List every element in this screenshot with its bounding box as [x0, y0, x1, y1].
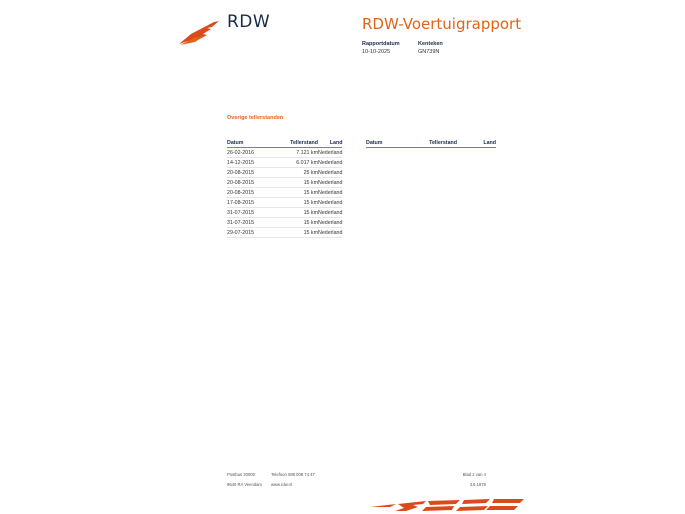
cell-odometer: 15 km — [273, 228, 318, 238]
cell-date: 31-07-2015 — [227, 218, 273, 228]
footer-page: Blad 2 van 4 — [462, 472, 486, 477]
footer-page-info — [440, 470, 486, 490]
cell-date: 20-08-2015 — [227, 168, 273, 178]
table-row — [227, 208, 342, 218]
col-header-date-2: Datum — [366, 139, 412, 148]
footer-website: www.rdw.nl — [271, 482, 292, 487]
cell-date: 17-08-2015 — [227, 198, 273, 208]
plate-value: GN739N — [418, 49, 440, 55]
table-row — [227, 148, 342, 158]
cell-country: Nederland — [318, 229, 343, 236]
cell-odometer: 15 km — [273, 208, 318, 218]
cell-odometer: 7.121 km — [273, 148, 318, 158]
table-row — [227, 168, 342, 178]
cell-country: Nederland — [318, 189, 343, 196]
footer-address-line2: 9640 RA Veendam — [227, 482, 262, 487]
footer-phone: Telefoon 088 008 74 47 — [271, 472, 315, 477]
table-row — [227, 178, 342, 188]
rdw-logo-icon — [178, 20, 220, 46]
cell-odometer: 6.017 km — [273, 158, 318, 168]
table-row — [227, 218, 342, 228]
plate-label: Kenteken — [418, 41, 443, 47]
table-row — [227, 158, 342, 168]
cell-odometer: 15 km — [273, 188, 318, 198]
report-date-label: Rapportdatum — [362, 41, 400, 47]
footer-code: 3.6.1878 — [469, 482, 486, 487]
cell-date: 20-08-2015 — [227, 178, 273, 188]
table-row — [227, 188, 342, 198]
cell-country: Nederland — [318, 209, 343, 216]
table-row — [227, 228, 342, 238]
logo-text: RDW — [227, 12, 271, 32]
cell-date: 29-07-2015 — [227, 228, 273, 238]
cell-odometer: 15 km — [273, 178, 318, 188]
col-header-country-2: Land — [457, 139, 496, 148]
footer-address — [227, 470, 262, 490]
col-header-odometer: Tellerstand — [273, 139, 318, 148]
footer-address-line1: Postbus 30000 — [227, 472, 255, 477]
cell-country: Nederland — [318, 179, 343, 186]
table-row — [227, 198, 342, 208]
cell-country: Nederland — [318, 159, 343, 166]
cell-date: 26-02-2016 — [227, 148, 273, 158]
col-header-odometer-2: Tellerstand — [412, 139, 457, 148]
odometer-table-second — [366, 139, 496, 148]
cell-odometer: 25 km — [273, 168, 318, 178]
cell-date: 20-08-2015 — [227, 188, 273, 198]
cell-country: Nederland — [318, 219, 343, 226]
report-date-value: 10-10-2025 — [362, 49, 391, 55]
col-header-country: Land — [318, 139, 342, 148]
footer-stripes-icon — [368, 498, 526, 514]
col-header-date: Datum — [227, 139, 273, 148]
cell-odometer: 15 km — [273, 198, 318, 208]
report-title: RDW-Voertuigrapport — [362, 15, 522, 33]
cell-date: 14-12-2015 — [227, 158, 273, 168]
odometer-table — [227, 139, 342, 238]
cell-country: Nederland — [318, 149, 343, 156]
cell-country: Nederland — [318, 199, 343, 206]
report-date-block — [362, 40, 400, 56]
section-title: Overige tellerstanden — [227, 115, 284, 121]
footer-contact — [271, 470, 315, 490]
cell-country: Nederland — [318, 169, 343, 176]
cell-odometer: 15 km — [273, 218, 318, 228]
cell-date: 31-07-2015 — [227, 208, 273, 218]
plate-block — [418, 40, 443, 56]
